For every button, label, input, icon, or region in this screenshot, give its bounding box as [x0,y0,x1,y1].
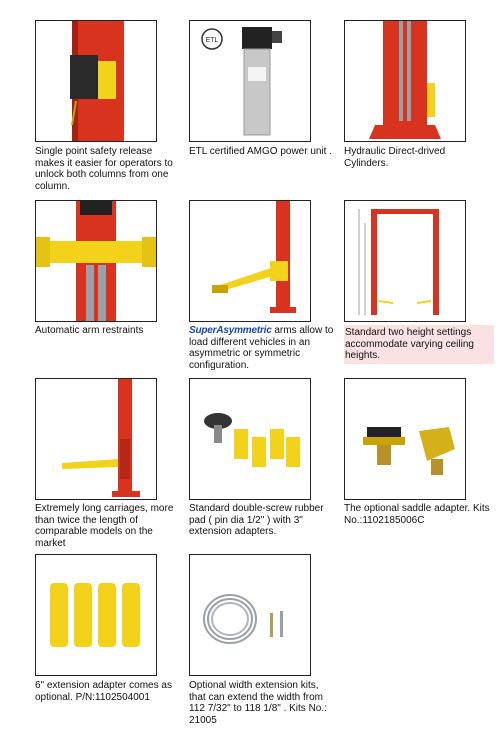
caption-rubber-pad: Standard double-screw rubber pad ( pin dia 1/2" ) with 3" extension adapters. [189,503,324,537]
caption-saddle-adapter: The optional saddle adapter. Kits No.:1102185006C [344,503,490,526]
caption-asymmetric-arms: SuperAsymmetric arms allow to load different vehicles in an asymmetric or symmetric configuration. [189,325,334,371]
image-arm-restraints [35,200,157,322]
image-long-carriages [35,378,157,500]
superasymmetric-logo: SuperAsymmetric [189,325,272,336]
caption-arm-restraints: Automatic arm restraints [35,325,144,336]
svg-text:ETL: ETL [205,37,219,44]
image-power-unit [189,20,311,142]
image-width-extension-kit [189,554,311,676]
image-height-settings [344,200,466,322]
caption-long-carriages: Extremely long carriages, more than twice the length of comparable models on the market [35,503,174,549]
image-safety-release [35,20,157,142]
caption-extension-adapter: 6" extension adapter comes as optional. P/N:1102504001 [35,680,172,703]
caption-height-settings: Standard two height settings accommodate varying ceiling heights. [344,325,494,364]
image-extension-adapter [35,554,157,676]
caption-width-extension-kit: Optional width extension kits, that can extend the width from 112 7/32" to 118 1/8" . Kits No.: 21005 [189,680,327,726]
image-saddle-adapter [344,378,466,500]
image-rubber-pad [189,378,311,500]
caption-hydraulic-cylinders: Hydraulic Direct-drived Cylinders. [344,146,446,169]
caption-power-unit: ETL certified AMGO power unit . [189,146,333,157]
image-hydraulic-cylinders [344,20,466,142]
caption-safety-release: Single point safety release makes it easier for operators to unlock both columns from one column. [35,146,173,192]
image-asymmetric-arms [189,200,311,322]
